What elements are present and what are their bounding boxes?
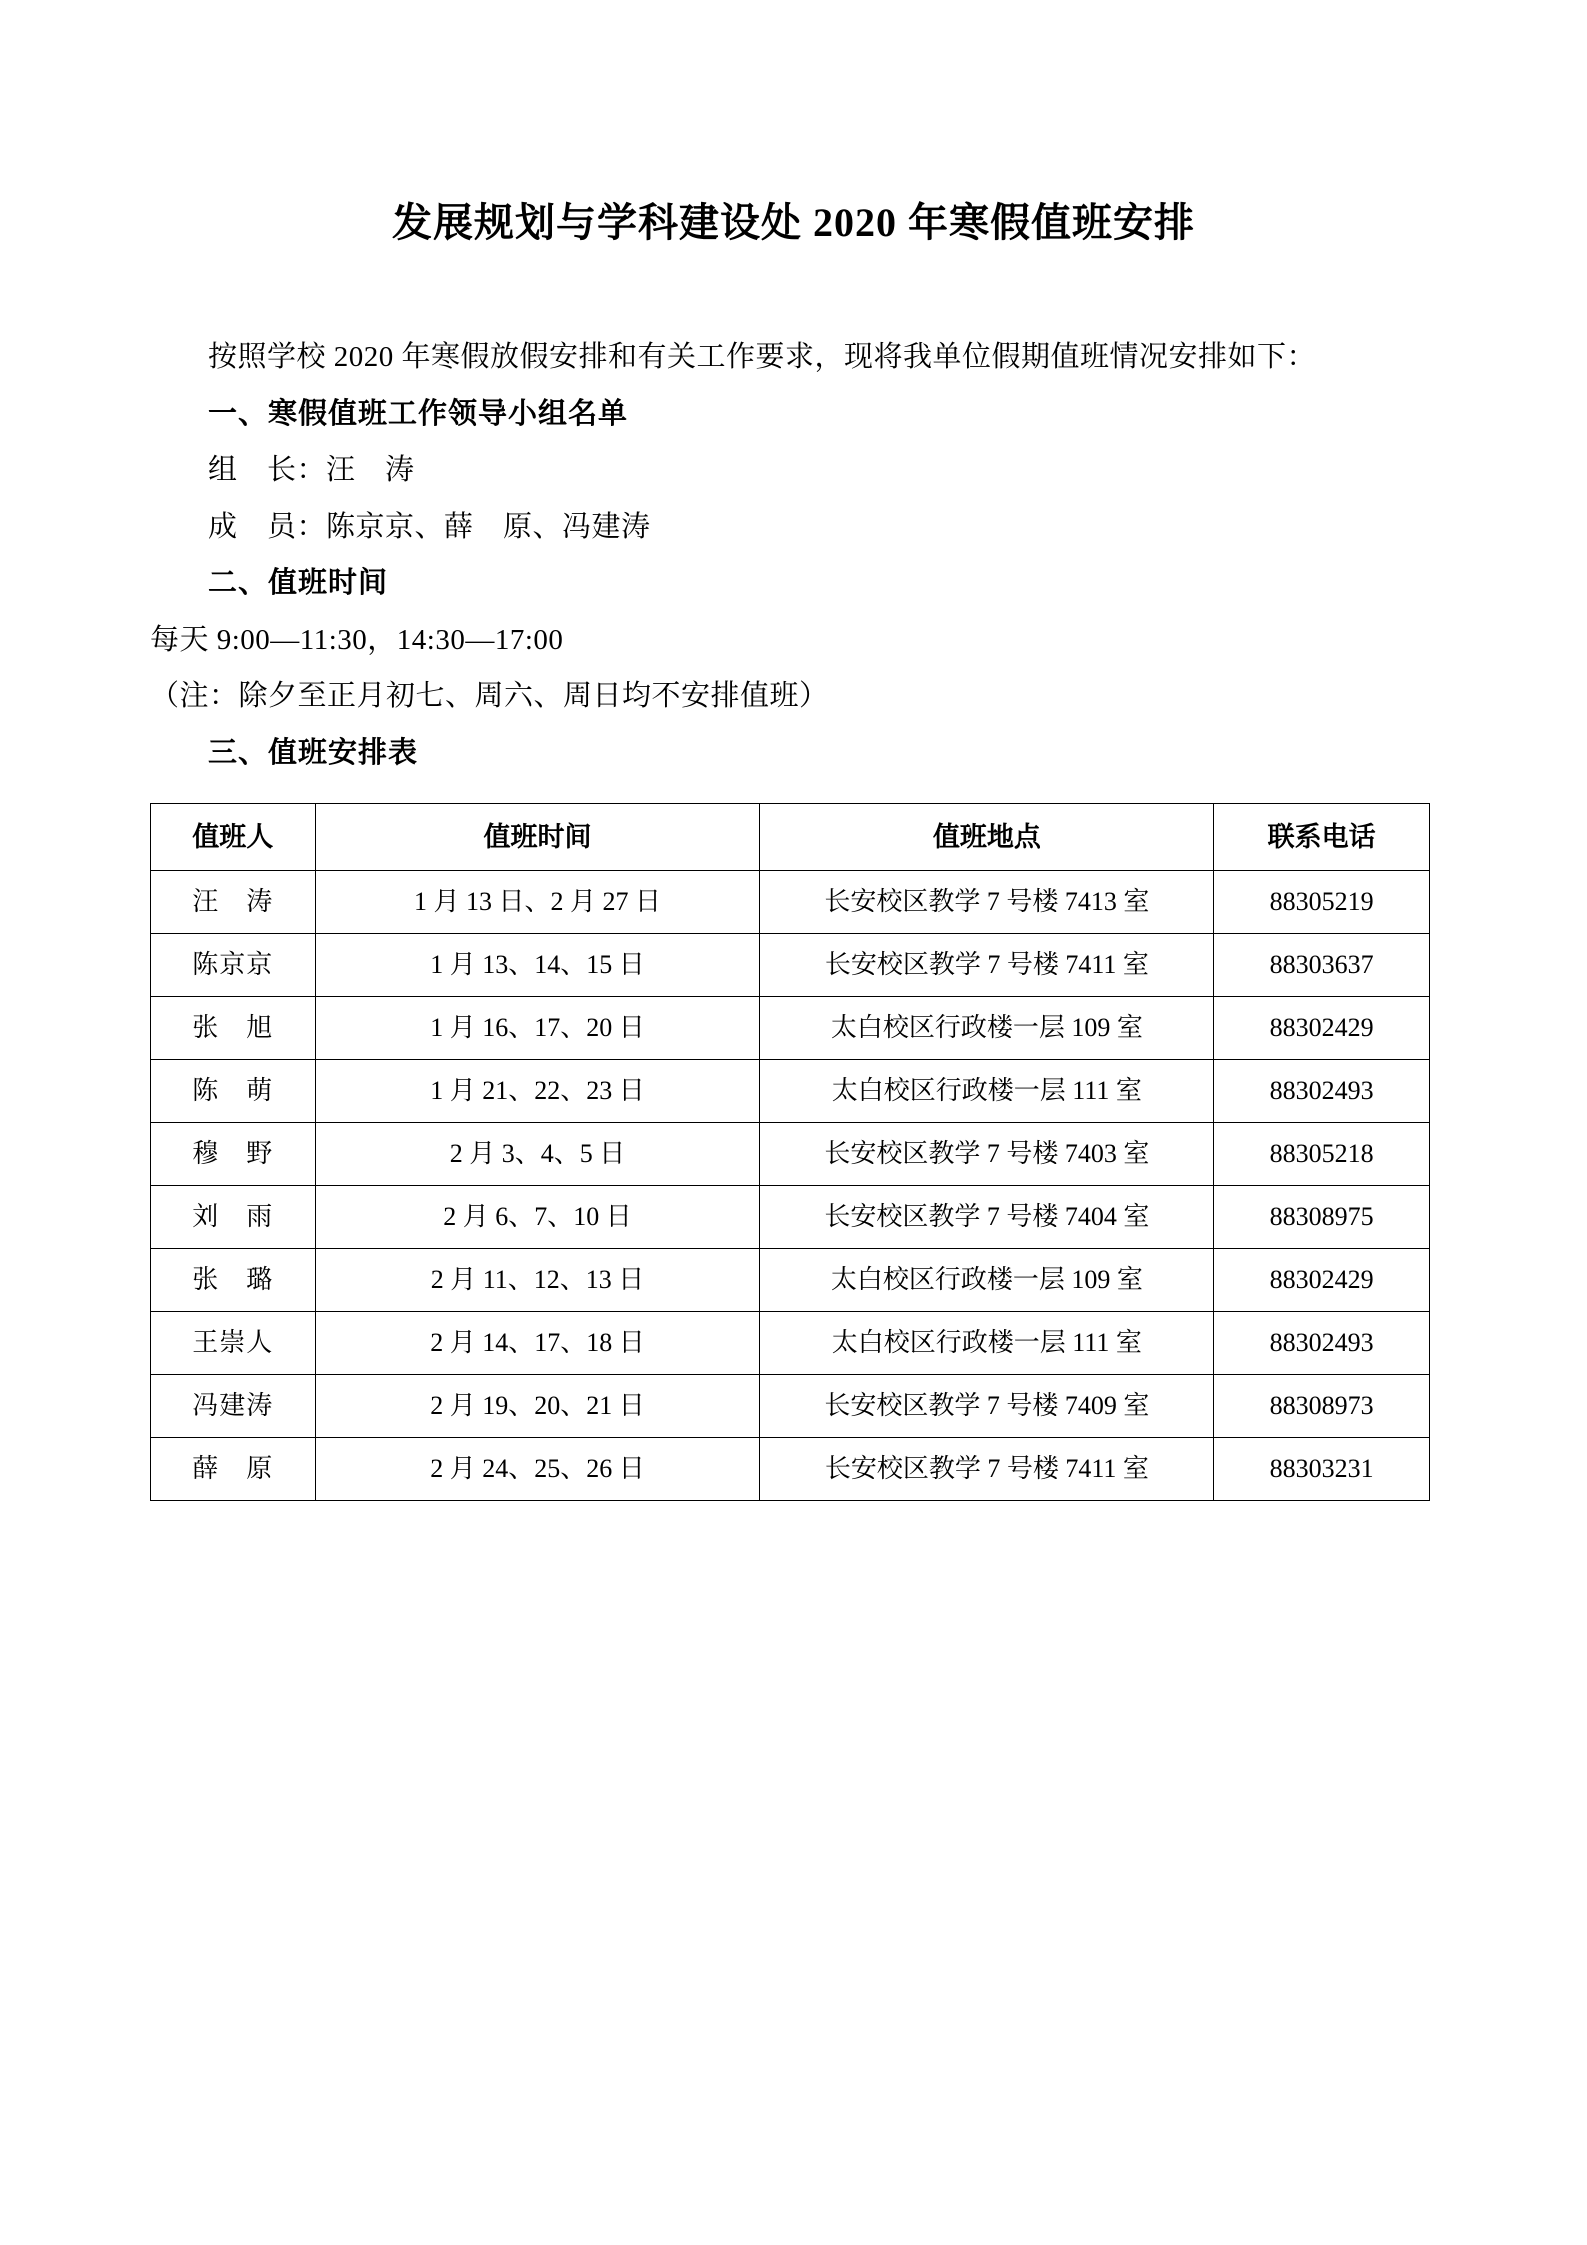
table-row: [151, 1249, 1430, 1312]
group-leader-line: 组 长：汪 涛: [208, 454, 415, 487]
cell-time: 1 月 13 日、2 月 27 日: [315, 871, 760, 934]
cell-time: 1 月 16、17、20 日: [315, 997, 760, 1060]
table-row: [151, 871, 1430, 934]
cell-place: 长安校区教学 7 号楼 7411 室: [760, 1438, 1214, 1501]
section-heading-2: 二、值班时间: [208, 567, 389, 600]
cell-name: 穆 野: [151, 1123, 316, 1186]
cell-name: 冯建涛: [151, 1375, 316, 1438]
cell-phone: 88305218: [1214, 1123, 1430, 1186]
cell-phone: 88303231: [1214, 1438, 1430, 1501]
cell-place: 太白校区行政楼一层 111 室: [760, 1060, 1214, 1123]
cell-time: 2 月 24、25、26 日: [315, 1438, 760, 1501]
duty-note-line: （注：除夕至正月初七、周六、周日均不安排值班）: [150, 680, 829, 713]
section-heading-3: 三、值班安排表: [208, 736, 419, 769]
table-row: [151, 1186, 1430, 1249]
table-row: [151, 1123, 1430, 1186]
cell-name: 汪 涛: [151, 871, 316, 934]
group-members-line: 成 员：陈京京、薛 原、冯建涛: [208, 510, 651, 543]
column-header-time: 值班时间: [315, 804, 760, 871]
table-row: [151, 1060, 1430, 1123]
cell-place: 太白校区行政楼一层 109 室: [760, 1249, 1214, 1312]
cell-time: 1 月 21、22、23 日: [315, 1060, 760, 1123]
cell-phone: 88302429: [1214, 997, 1430, 1060]
cell-time: 2 月 6、7、10 日: [315, 1186, 760, 1249]
cell-name: 王崇人: [151, 1312, 316, 1375]
cell-name: 张 旭: [151, 997, 316, 1060]
cell-name: 刘 雨: [151, 1186, 316, 1249]
cell-name: 薛 原: [151, 1438, 316, 1501]
page-title: 发展规划与学科建设处 2020 年寒假值班安排: [392, 200, 1195, 245]
cell-phone: 88305219: [1214, 871, 1430, 934]
cell-place: 长安校区教学 7 号楼 7411 室: [760, 934, 1214, 997]
cell-place: 长安校区教学 7 号楼 7404 室: [760, 1186, 1214, 1249]
intro-paragraph: 按照学校 2020 年寒假放假安排和有关工作要求，现将我单位假期值班情况安排如下：: [208, 341, 1317, 373]
duty-hours-line: 每天 9:00—11:30，14:30—17:00: [150, 623, 564, 656]
cell-phone: 88308973: [1214, 1375, 1430, 1438]
cell-phone: 88302493: [1214, 1060, 1430, 1123]
cell-time: 2 月 3、4、5 日: [315, 1123, 760, 1186]
table-row: [151, 997, 1430, 1060]
column-header-name: 值班人: [151, 804, 316, 871]
cell-place: 长安校区教学 7 号楼 7403 室: [760, 1123, 1214, 1186]
table-row: [151, 934, 1430, 997]
cell-time: 2 月 11、12、13 日: [315, 1249, 760, 1312]
table-row: [151, 1312, 1430, 1375]
cell-name: 陈 萌: [151, 1060, 316, 1123]
column-header-place: 值班地点: [760, 804, 1214, 871]
table-header-row: [151, 804, 1430, 871]
cell-phone: 88302493: [1214, 1312, 1430, 1375]
cell-phone: 88302429: [1214, 1249, 1430, 1312]
cell-place: 长安校区教学 7 号楼 7413 室: [760, 871, 1214, 934]
cell-time: 2 月 14、17、18 日: [315, 1312, 760, 1375]
column-header-phone: 联系电话: [1214, 804, 1430, 871]
cell-name: 张 璐: [151, 1249, 316, 1312]
table-row: [151, 1438, 1430, 1501]
duty-schedule-table: [150, 803, 1430, 1501]
cell-time: 2 月 19、20、21 日: [315, 1375, 760, 1438]
cell-phone: 88308975: [1214, 1186, 1430, 1249]
section-heading-1: 一、寒假值班工作领导小组名单: [208, 397, 629, 430]
document-body: [150, 329, 1437, 1501]
cell-place: 太白校区行政楼一层 109 室: [760, 997, 1214, 1060]
cell-phone: 88303637: [1214, 934, 1430, 997]
cell-name: 陈京京: [151, 934, 316, 997]
table-row: [151, 1375, 1430, 1438]
cell-place: 太白校区行政楼一层 111 室: [760, 1312, 1214, 1375]
cell-time: 1 月 13、14、15 日: [315, 934, 760, 997]
cell-place: 长安校区教学 7 号楼 7409 室: [760, 1375, 1214, 1438]
